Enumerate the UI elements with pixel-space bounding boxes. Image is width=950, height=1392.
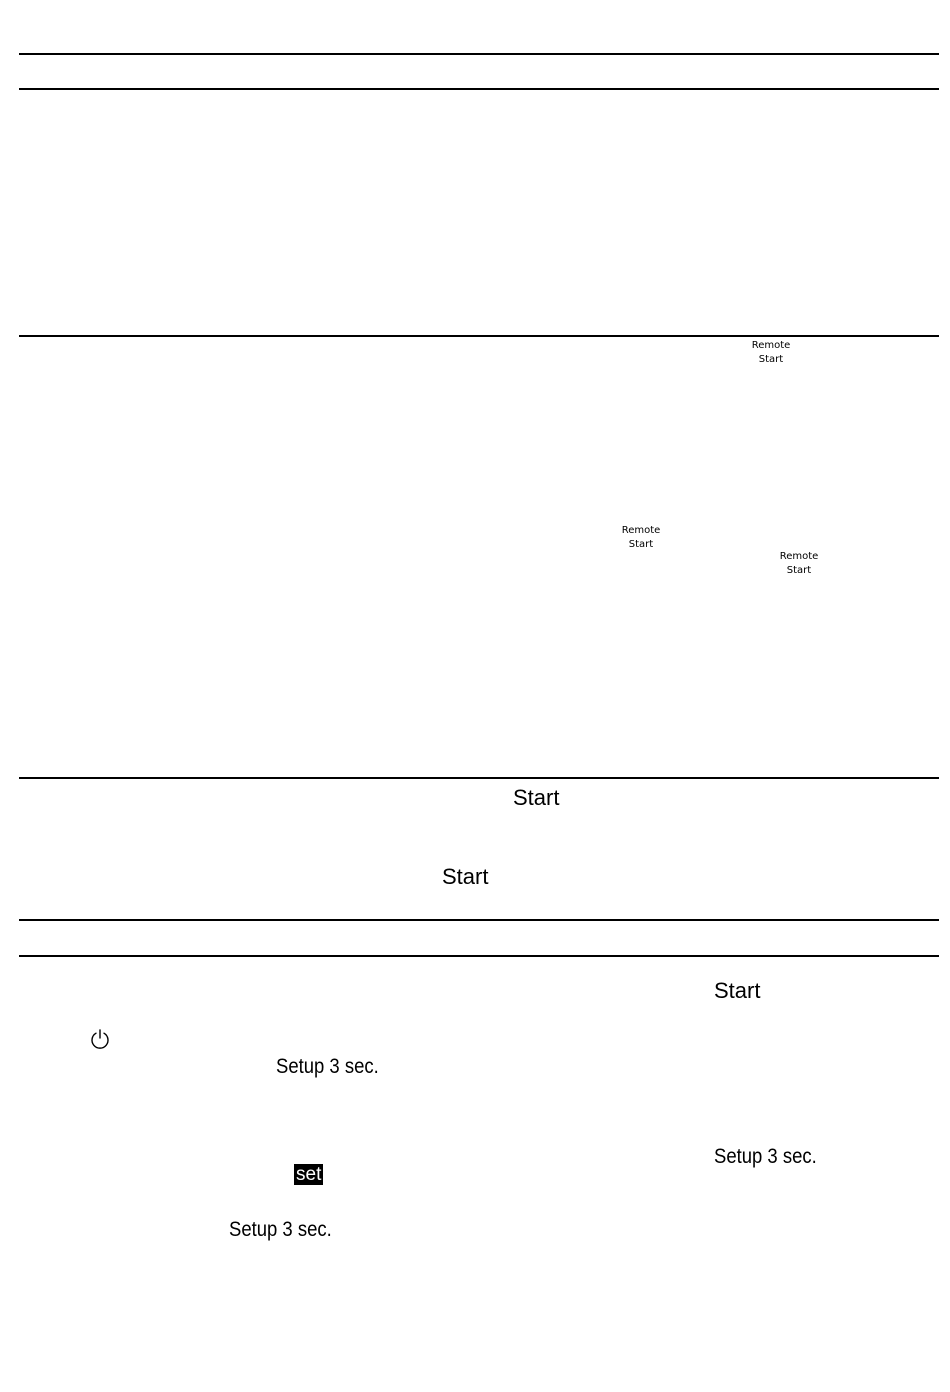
remote-start-line1: Remote — [751, 340, 791, 351]
table-rule — [19, 777, 939, 779]
table-rule — [19, 335, 939, 337]
start-label: Start — [442, 864, 489, 889]
remote-start-line2: Start — [628, 539, 654, 550]
start-label: Start — [714, 978, 761, 1003]
remote-start-line2: Start — [758, 354, 784, 365]
remote-start-line1: Remote — [779, 551, 819, 562]
setup-label: Setup 3 sec. — [714, 1145, 817, 1168]
table-rule — [19, 919, 939, 921]
remote-start-line2: Start — [786, 565, 812, 576]
table-rule — [19, 955, 939, 957]
remote-start-label — [611, 524, 671, 552]
set-display-badge: set — [296, 1164, 322, 1185]
remote-start-line1: Remote — [621, 525, 661, 536]
start-label: Start — [513, 785, 560, 810]
power-icon — [89, 1028, 111, 1050]
table-rule — [19, 53, 939, 55]
setup-label: Setup 3 sec. — [276, 1055, 379, 1078]
remote-start-label — [769, 550, 829, 578]
table-rule — [19, 88, 939, 90]
setup-label: Setup 3 sec. — [229, 1218, 332, 1241]
remote-start-label — [741, 339, 801, 367]
